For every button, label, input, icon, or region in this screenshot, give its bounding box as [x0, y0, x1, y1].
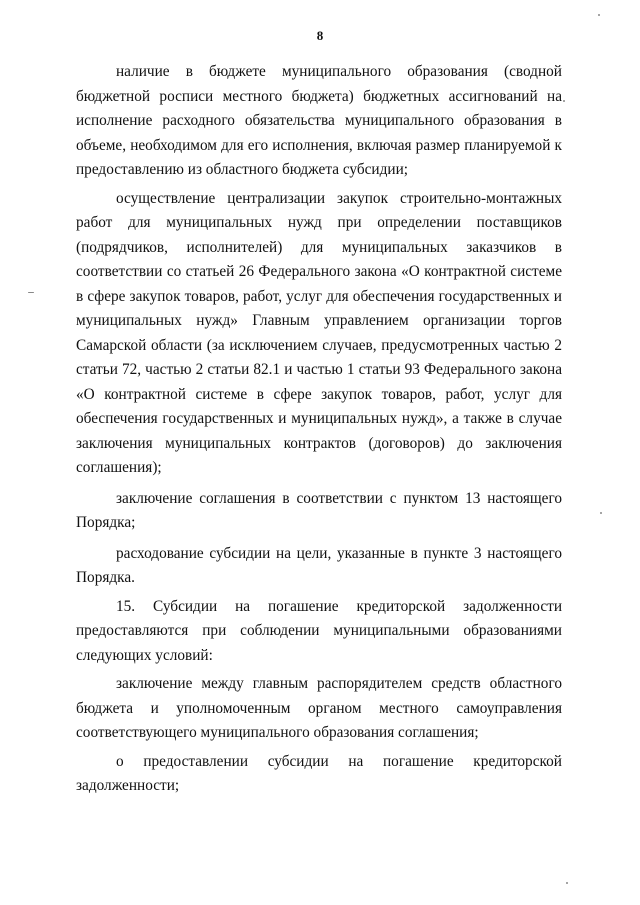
paragraph-agreement-conclusion: заключение соглашения в соответствии с пунктом 13 настоящего Порядка;	[76, 489, 562, 531]
paragraph-budget-allocation: наличие в бюджете муниципального образования (сводной бюджетной росписи местного бюджета) бюджетных ассигнований на исполнение расходного обязательства муниципального образования в объеме, необходимом для его исполнения, включая размер планируемой к предоставлению из областного бюджета субсидии;	[76, 63, 562, 178]
scan-speck	[600, 512, 602, 514]
paragraph-procurement-centralization: осуществление централизации закупок строительно-монтажных работ для муниципальных нужд при определении поставщиков (подрядчиков, исполнителей) для муниципальных заказчиков в соответствии со статьей 26 Федерального закона «О контрактной системе в сфере закупок товаров, работ, услуг для обеспечения государственных и муниципальных нужд» Главным управлением организации торгов Самарской области (за исключением случаев, предусмотренных частью 2 статьи 72, частью 2 статьи 82.1 и частью 1 статьи 93 Федерального закона «О контрактной системе в сфере закупок товаров, работ, услуг для обеспечения государственных и муниципальных нужд», а также в случае заключения муниципальных контрактов (договоров) до заключения соглашения);	[76, 189, 562, 476]
scan-speck	[563, 100, 565, 102]
paragraph-debt-repayment: о предоставлении субсидии на погашение кредиторской задолженности;	[76, 752, 562, 794]
paragraph-agreement-parties: заключение между главным распорядителем средств областного бюджета и уполномоченным органом местного самоуправления соответствующего муниципального образования соглашения;	[76, 675, 562, 741]
scan-speck	[28, 292, 34, 293]
paragraph-subsidy-spending: расходование субсидии на цели, указанные в пункте 3 настоящего Порядка.	[76, 544, 562, 586]
scan-speck	[566, 882, 568, 884]
document-body	[76, 60, 562, 799]
scan-speck	[598, 14, 600, 16]
page-number: 8	[316, 28, 324, 43]
paragraph-item-15: 15. Субсидии на погашение кредиторской задолженности предоставляются при соблюдении муниципальными образованиями следующих условий:	[76, 597, 562, 664]
